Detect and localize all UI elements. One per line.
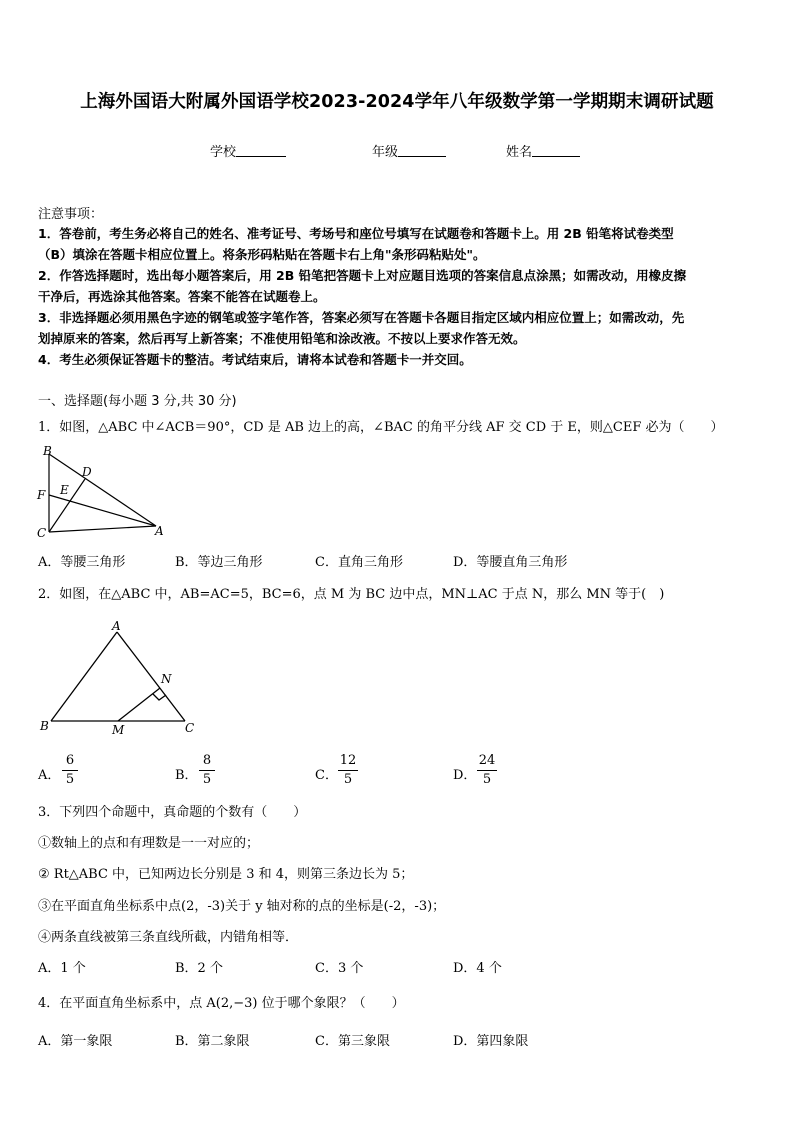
q2-option-b-letter: B． xyxy=(175,768,198,783)
q1-label-e: E xyxy=(60,483,69,497)
q1-figure xyxy=(34,443,174,543)
q3-option-c[interactable]: C．3 个 xyxy=(315,961,364,976)
name-label: 姓名 xyxy=(506,145,533,160)
note-line: 2．作答选择题时，选出每小题答案后，用 2B 铅笔把答题卡上对应题目选项的答案信息点涂黑；如需改动，用橡皮擦 xyxy=(38,268,687,283)
q2-label-b: B xyxy=(40,719,49,733)
q4-option-d[interactable]: D．第四象限 xyxy=(453,1034,529,1049)
q2-option-d-fraction xyxy=(477,754,497,787)
q2-right-angle-mark xyxy=(153,694,166,700)
q3-option-b[interactable]: B．2 个 xyxy=(175,961,223,976)
q1-option-c[interactable]: C．直角三角形 xyxy=(315,555,403,570)
denominator: 5 xyxy=(343,772,353,787)
q2-option-b-fraction xyxy=(199,754,215,787)
q2-side-ac xyxy=(117,632,185,721)
q1-side-ca xyxy=(49,526,156,532)
q2-option-c[interactable] xyxy=(315,764,338,783)
q3-stem: 3．下列四个命题中，真命题的个数有（ ） xyxy=(38,805,307,820)
denominator: 5 xyxy=(65,772,75,787)
q2-option-a-fraction xyxy=(62,754,78,787)
grade-label: 年级 xyxy=(372,145,399,160)
denominator: 5 xyxy=(202,772,212,787)
q1-label-f: F xyxy=(37,488,46,502)
school-label: 学校 xyxy=(210,145,237,160)
q2-option-c-fraction xyxy=(338,754,358,787)
note-line: 3．非选择题必须用黑色字迹的钢笔或签字笔作答，答案必须写在答题卡各题目指定区域内相应位置上；如需改动，先 xyxy=(38,310,685,325)
numerator: 12 xyxy=(339,753,357,768)
section-heading: 一、选择题(每小题 3 分,共 30 分) xyxy=(38,394,237,409)
q2-label-c: C xyxy=(185,721,195,735)
note-line: 4．考生必须保证答题卡的整洁。考试结束后，请将本试卷和答题卡一并交回。 xyxy=(38,352,472,367)
numerator: 8 xyxy=(202,753,212,768)
numerator: 6 xyxy=(65,753,75,768)
q2-label-n: N xyxy=(161,672,172,686)
q4-option-b[interactable]: B．第二象限 xyxy=(175,1034,250,1049)
q3-proposition: ④两条直线被第三条直线所截，内错角相等． xyxy=(38,930,299,945)
q2-option-c-letter: C． xyxy=(315,768,338,783)
q3-proposition: ③在平面直角坐标系中点(2，-3)关于 y 轴对称的点的坐标是(-2，-3)； xyxy=(38,899,446,914)
q3-option-d[interactable]: D．4 个 xyxy=(453,961,502,976)
q1-label-b: B xyxy=(43,444,52,458)
name-blank[interactable] xyxy=(532,144,580,157)
q3-option-a[interactable]: A．1 个 xyxy=(38,961,86,976)
q2-option-b[interactable] xyxy=(175,764,198,783)
q1-option-a[interactable]: A．等腰三角形 xyxy=(38,555,126,570)
grade-field[interactable] xyxy=(372,141,446,160)
q2-label-m: M xyxy=(112,723,125,737)
note-line: 干净后，再选涂其他答案。答案不能答在试题卷上。 xyxy=(38,289,326,304)
numerator: 24 xyxy=(478,753,496,768)
q2-segment-mn xyxy=(118,688,160,721)
notes-heading: 注意事项： xyxy=(38,207,104,222)
q3-proposition: ①数轴上的点和有理数是一一对应的； xyxy=(38,836,260,851)
page-title: 上海外国语大附属外国语学校2023-2024学年八年级数学第一学期期末调研试题 xyxy=(80,92,714,112)
note-line: 划掉原来的答案，然后再写上新答案；不准使用铅笔和涂改液。不按以上要求作答无效。 xyxy=(38,331,526,346)
q3-proposition: ② Rt△ABC 中，已知两边长分别是 3 和 4，则第三条边长为 5； xyxy=(38,867,414,882)
school-field[interactable] xyxy=(210,141,286,160)
q4-option-c[interactable]: C．第三象限 xyxy=(315,1034,390,1049)
q2-label-a: A xyxy=(112,619,121,633)
q2-figure xyxy=(34,618,204,742)
q1-label-d: D xyxy=(82,465,92,479)
q2-side-ab xyxy=(51,632,117,721)
q1-stem: 1．如图，△ABC 中∠ACB＝90°，CD 是 AB 边上的高，∠BAC 的角平分线 AF 交 CD 于 E，则△CEF 必为（ ） xyxy=(38,420,724,435)
q2-option-a-letter: A． xyxy=(38,768,61,783)
name-field[interactable] xyxy=(506,141,580,160)
q4-option-a[interactable]: A．第一象限 xyxy=(38,1034,113,1049)
denominator: 5 xyxy=(482,772,492,787)
note-line: （B）填涂在答题卡相应位置上。将条形码粘贴在答题卡右上角"条形码粘贴处"。 xyxy=(38,247,486,262)
q2-option-d[interactable] xyxy=(453,764,476,783)
q2-option-d-letter: D． xyxy=(453,768,477,783)
q2-stem: 2．如图，在△ABC 中，AB=AC=5，BC=6，点 M 为 BC 边中点，MN⊥AC 于点 N，那么 MN 等于( ) xyxy=(38,587,665,602)
q2-option-a[interactable] xyxy=(38,764,60,783)
q1-label-a: A xyxy=(155,524,164,538)
school-blank[interactable] xyxy=(236,144,286,157)
q4-stem: 4．在平面直角坐标系中，点 A(2,−3) 位于哪个象限？（ ） xyxy=(38,996,405,1011)
q1-option-d[interactable]: D．等腰直角三角形 xyxy=(453,555,568,570)
note-line: 1．答卷前，考生务必将自己的姓名、准考证号、考场号和座位号填写在试题卷和答题卡上。用 2B 铅笔将试卷类型 xyxy=(38,226,674,241)
q1-bisector-af xyxy=(49,495,156,526)
q1-option-b[interactable]: B．等边三角形 xyxy=(175,555,263,570)
grade-blank[interactable] xyxy=(398,144,446,157)
q1-label-c: C xyxy=(37,526,47,540)
